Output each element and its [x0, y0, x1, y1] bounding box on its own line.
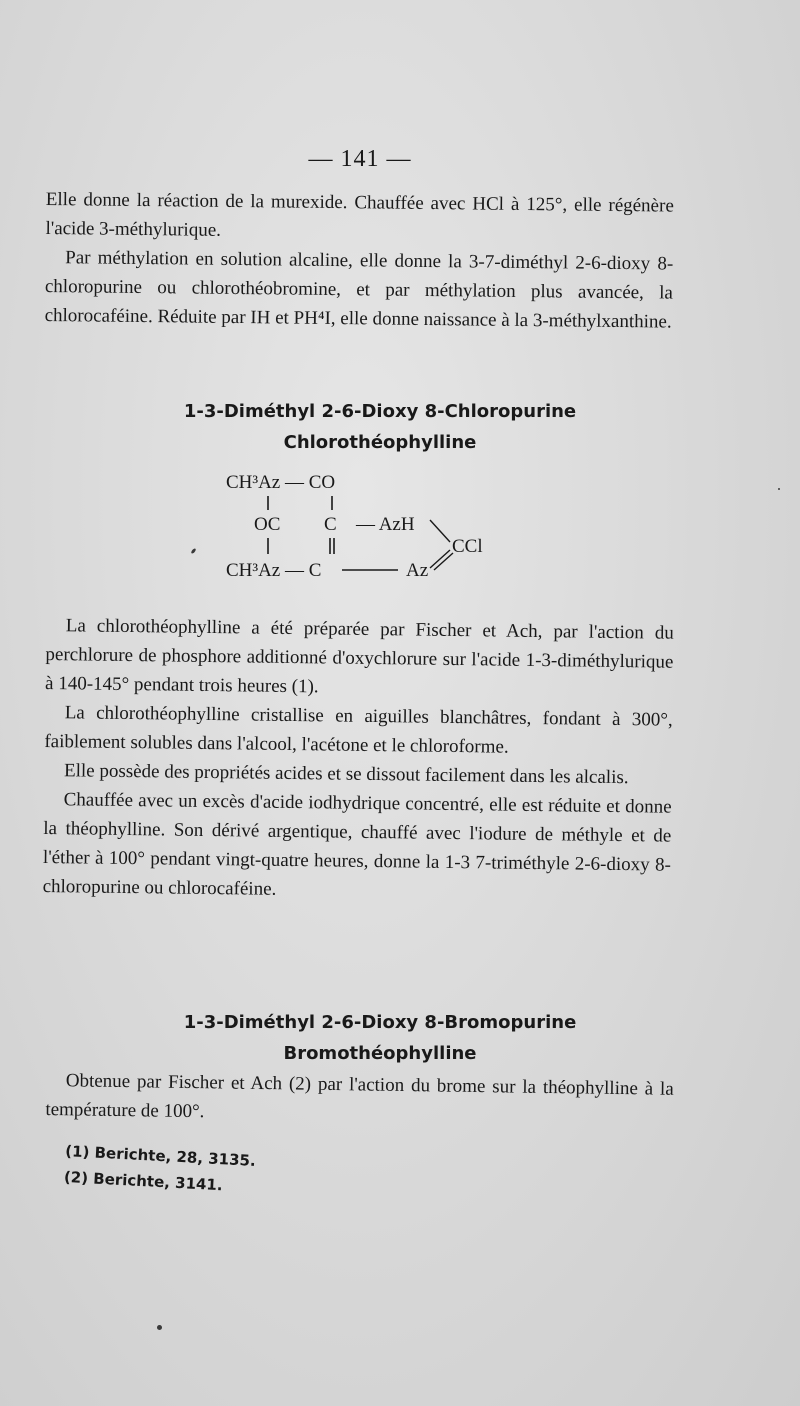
footnote-2: (2) Berichte, 3141. — [63, 1167, 224, 1195]
ink-speck — [157, 1325, 162, 1330]
section-1-subtitle: Chlorothéophylline — [283, 432, 477, 453]
formula-ccl: CCl — [452, 536, 483, 557]
section-1-paragraph-1: La chlorothéophylline a été préparée par Fischer et Ach, par l'action du perchlorure de phosphore additionné d'oxychlorure sur l'acide 1-3-diméthylurique à 140-145° pendant trois heures (1). — [44, 615, 674, 698]
formula-diagram — [210, 470, 500, 585]
footnote-1: (1) Berichte, 28, 3135. — [64, 1141, 257, 1170]
section-2-subtitle: Bromothéophylline — [283, 1043, 477, 1064]
formula-azh: — AzH — [356, 514, 415, 535]
section-1-paragraph-3: Elle possède des propriétés acides et se dissout facilement dans les alcalis. — [63, 760, 629, 789]
bond-azh-ccl — [430, 520, 450, 542]
section-2-paragraph-1: Obtenue par Fischer et Ach (2) par l'action du brome sur la théophylline à la température de 100°. — [45, 1070, 674, 1123]
intro-paragraph-2: Par méthylation en solution alcaline, elle donne la 3-7-diméthyl 2-6-dioxy 8-chloropurine ou chlorothéobromine, et par méthylation plus avancée, la chlorocaféine. Réduite par IH et PH⁴I, elle donne naissance à la 3-méthylxanthine. — [44, 247, 674, 333]
section-2-text — [45, 1066, 674, 1133]
formula-ch3az-top: CH³Az — CO — [226, 472, 336, 493]
formula-c-mid: C — [324, 514, 337, 535]
ink-speck — [190, 548, 196, 555]
intro-text — [44, 185, 673, 337]
section-1-heading — [40, 396, 720, 458]
section-2-heading — [40, 1007, 720, 1069]
intro-paragraph-1: Elle donne la réaction de la murexide. Chauffée avec HCl à 125°, elle régénère l'acide 3-méthylurique. — [45, 188, 674, 241]
ink-speck — [778, 488, 780, 490]
section-1-title: 1-3-Diméthyl 2-6-Dioxy 8-Chloropurine — [183, 401, 577, 422]
formula-az: Az — [406, 560, 429, 581]
section-2-title: 1-3-Diméthyl 2-6-Dioxy 8-Bromopurine — [183, 1012, 577, 1033]
formula-ch3az-bottom: CH³Az — C — [226, 560, 322, 581]
section-1-text — [42, 611, 673, 909]
formula-oc: OC — [254, 514, 281, 535]
section-1-paragraph-4: Chauffée avec un excès d'acide iodhydrique concentré, elle est réduite et donne la théophylline. Son dérivé argentique, chauffé avec l'iodure de méthyle et de l'éther à 100° pendant vingt-quatre heures, donne la 1-3 7-triméthyle 2-6-dioxy 8-chloropurine ou chlorocaféine. — [42, 789, 672, 900]
page-number: — 141 — — [308, 146, 412, 172]
footnotes — [63, 1138, 256, 1200]
structural-formula — [210, 470, 500, 585]
section-1-paragraph-2: La chlorothéophylline cristallise en aiguilles blanchâtres, fondant à 300°, faiblement solubles dans l'alcool, l'acétone et le chloroforme. — [44, 702, 673, 758]
